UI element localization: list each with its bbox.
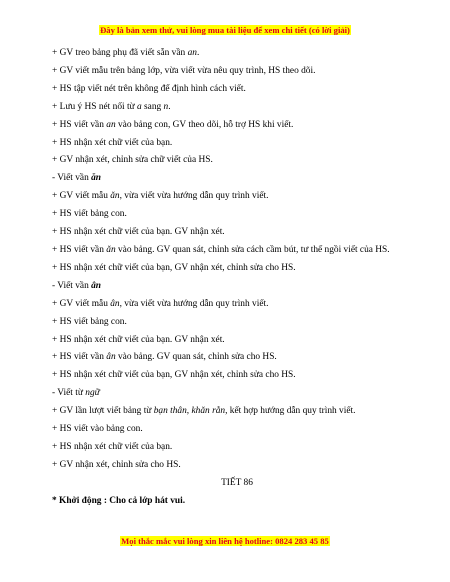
hotline-banner <box>0 536 450 546</box>
text-segment: + GV viết mẫu <box>52 191 111 202</box>
text-line <box>52 99 422 117</box>
text-line: + GV nhận xét, chỉnh sửa chữ viết của HS. <box>52 155 213 166</box>
vowel-an: an <box>187 48 197 58</box>
text-segment: + HS viết vần <box>52 352 107 363</box>
text-line <box>52 45 422 63</box>
text-segment: vào bảng. GV quan sát, chỉnh sửa cách cầm bút, tư thế ngồi viết của HS. <box>115 244 390 255</box>
vowel-ân: ân <box>91 280 102 291</box>
text-segment: . <box>168 101 171 112</box>
text-segment: + HS viết vần <box>52 244 107 255</box>
section-heading <box>52 385 422 403</box>
text-segment: - Viết vần <box>52 173 92 184</box>
lesson-content <box>52 45 422 511</box>
text-line: + HS nhận xét chữ viết của bạn. <box>52 441 173 452</box>
text-line: + HS viết vào bảng con. <box>52 424 143 435</box>
text-line: + HS viết bảng con. <box>52 209 127 220</box>
text-line: + GV nhận xét, chỉnh sửa cho HS. <box>52 459 181 470</box>
text-segment: + GV treo bảng phụ đã viết sẵn vần <box>52 48 188 58</box>
text-line: + HS nhận xét chữ viết của bạn, GV nhận xét, chỉnh sửa cho HS. <box>52 262 296 273</box>
letter-a: a <box>136 101 142 112</box>
text-line: + HS nhận xét chữ viết của bạn. <box>52 137 173 148</box>
text-line <box>52 349 422 367</box>
vowel-ăn: ăn <box>110 191 120 202</box>
text-segment: + HS viết vần <box>52 119 107 130</box>
text-line: + HS nhận xét chữ viết của bạn, GV nhận xét, chỉnh sửa cho HS. <box>52 370 296 381</box>
text-segment: , kết hợp hướng dẫn quy trình viết. <box>225 406 356 417</box>
text-line: + HS nhận xét chữ viết của bạn. GV nhận xét. <box>52 334 225 345</box>
text-line: + GV viết mẫu trên bảng lớp, vừa viết vừa nêu quy trình, HS theo dõi. <box>52 65 316 76</box>
preview-notice-text: Đây là bản xem thử, vui lòng mua tài liệu để xem chi tiết (có lời giải) <box>100 25 350 35</box>
preview-notice-banner <box>0 25 450 35</box>
vowel-ăn: ăn <box>91 173 102 184</box>
text-segment: vào bảng con, GV theo dõi, hỗ trợ HS khi viết. <box>115 119 294 130</box>
text-line <box>52 188 422 206</box>
text-segment: vào bảng. GV quan sát, chỉnh sửa cho HS. <box>115 352 277 363</box>
letter-n: n <box>163 101 169 112</box>
text-segment: + GV lần lượt viết bảng từ <box>52 406 154 417</box>
text-segment: + Lưu ý HS nét nối từ <box>52 101 137 112</box>
text-line <box>52 242 422 260</box>
vowel-ân: ân <box>110 298 120 309</box>
text-segment: + GV viết mẫu <box>52 298 111 309</box>
word-ngu: ngữ <box>85 388 100 399</box>
vowel-ăn: ăn <box>106 244 116 255</box>
example-words: bạn thân, khăn rằn <box>153 406 226 417</box>
text-line <box>52 117 422 135</box>
hotline-text: Mọi thắc mắc vui lòng xin liên hệ hotline: 0824 283 45 85 <box>121 536 329 546</box>
text-segment: , vừa viết vừa hướng dẫn quy trình viết. <box>119 191 269 202</box>
text-line: + HS viết bảng con. <box>52 316 127 327</box>
text-segment: - Viết từ <box>52 388 86 399</box>
section-heading <box>52 170 422 188</box>
text-line <box>52 403 422 421</box>
text-line <box>52 296 422 314</box>
text-segment: - Viết vần <box>52 280 92 291</box>
text-segment: , vừa viết vừa hướng dẫn quy trình viết. <box>119 298 269 309</box>
text-line: + HS tập viết nét trên không để định hình cách viết. <box>52 83 246 94</box>
vowel-ân: ân <box>106 352 116 363</box>
period-heading: TIẾT 86 <box>221 477 253 488</box>
warmup-heading: * Khởi động : Cho cả lớp hát vui. <box>52 495 186 506</box>
text-segment: . <box>196 48 200 58</box>
vowel-an: an <box>106 119 116 130</box>
section-heading <box>52 278 422 296</box>
text-segment: sang <box>141 101 164 112</box>
text-line: + HS nhận xét chữ viết của bạn. GV nhận xét. <box>52 227 225 238</box>
